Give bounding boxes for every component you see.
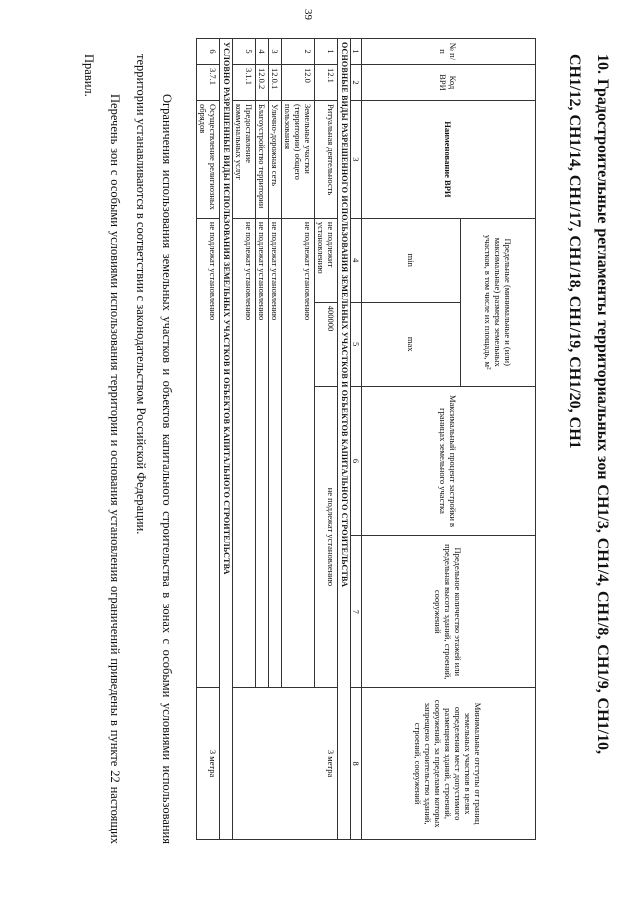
row-code: 3.1.1 (233, 64, 256, 100)
header-setbacks: Минимальные отступы от границ земельных участков в целях определения мест допустимого размещения зданий, строений, сооружений, за пределами которых запрещено строительство зданий, строений, сооружений (362, 688, 536, 840)
row-size: не подлежат установлению (282, 218, 315, 687)
row-name: Осуществление религиозных обрядов (197, 100, 220, 218)
row-code: 12.1 (315, 64, 338, 100)
col-number: 5 (351, 302, 362, 386)
header-name: Наименование ВРИ (362, 100, 536, 218)
header-percent: Максимальный процент застройки в границах земельного участка (362, 386, 536, 536)
row-name: Ритуальная деятельность (315, 100, 338, 218)
row-max: 400000 (315, 302, 338, 386)
row-name: Земельные участки (территории) общего пользования (282, 100, 315, 218)
row-name: Благоустройство территории (256, 100, 269, 218)
row-percent-floors: не подлежат установлению (315, 386, 338, 688)
column-number-row (351, 39, 362, 840)
row-code: 12.0.1 (269, 64, 282, 100)
row-num: 5 (233, 39, 256, 65)
header-min: min (362, 218, 461, 302)
col-number: 8 (351, 688, 362, 840)
row-name: Предоставление коммунальных услуг (233, 100, 256, 218)
header-max: max (362, 302, 461, 386)
row-min: не подлежит установлению (315, 218, 338, 302)
table-row (197, 39, 220, 840)
row-name: Улично-дорожная сеть (269, 100, 282, 218)
rotated-page (20, 18, 620, 878)
section-title-conditional: УСЛОВНО РАЗРЕШЕННЫЕ ВИДЫ ИСПОЛЬЗОВАНИЯ ЗЕМЕЛЬНЫХ УЧАСТКОВ И ОБЪЕКТОВ КАПИТАЛЬНОГО СТРОИТЕЛЬСТВА (220, 39, 233, 840)
row-num: 2 (282, 39, 315, 65)
col-number: 4 (351, 218, 362, 302)
section-row-main (338, 39, 351, 840)
col-number: 6 (351, 386, 362, 536)
paragraph: Ограничения использования земельных участков и объектов капитального строительства в зонах с особыми условиями использования территории устанавливаются в соответствии с законодательством Российской Федерации. (134, 54, 174, 844)
row-params: не подлежат установлению (197, 218, 220, 687)
row-num: 3 (269, 39, 282, 65)
regulations-table (196, 38, 536, 840)
section-heading: 10. Градостроительные регламенты территориальных зон СН1/3, СН1/4, СН1/8, СН1/9, СН1/10, СН1/12, СН1/14, СН1/17, СН1/18, СН1/19, СН1/20, СН1 (566, 54, 611, 754)
header-size-group: Предельные (минимальные и (или) максимальные) размеры земельных участков, в том числе их площадь, м² (461, 218, 536, 386)
row-size: не подлежат установлению (269, 218, 282, 687)
row-num: 4 (256, 39, 269, 65)
col-number: 3 (351, 100, 362, 218)
page-number: 39 (302, 9, 314, 20)
table-row (315, 39, 338, 840)
paragraph: Перечень зон с особыми условиями использования территории и основания установления ограничений приведены в пункте 22 настоящих Правил. (82, 54, 122, 844)
row-setback: 3 метра (197, 688, 220, 840)
header-row (461, 39, 536, 840)
header-code: Код ВРИ (362, 64, 536, 100)
row-num: 1 (315, 39, 338, 65)
row-code: 12.0 (282, 64, 315, 100)
section-row-conditional (220, 39, 233, 840)
col-number: 1 (351, 39, 362, 65)
row-num: 6 (197, 39, 220, 65)
col-number: 2 (351, 64, 362, 100)
row-code: 12.0.2 (256, 64, 269, 100)
row-setback: 3 метра (233, 688, 338, 840)
row-code: 3.7.1 (197, 64, 220, 100)
header-num: № п/п (362, 39, 536, 65)
row-size: не подлежат установлению (256, 218, 269, 687)
header-floors: Предельное количество этажей или предельная высота зданий, строений, сооружений (362, 536, 536, 688)
section-title-main: ОСНОВНЫЕ ВИДЫ РАЗРЕШЕННОГО ИСПОЛЬЗОВАНИЯ ЗЕМЕЛЬНЫХ УЧАСТКОВ И ОБЪЕКТОВ КАПИТАЛЬНОГО СТРОИТЕЛЬСТВА (338, 39, 351, 840)
body-text (76, 54, 180, 844)
row-size: не подлежат установлению (233, 218, 256, 687)
col-number: 7 (351, 536, 362, 688)
